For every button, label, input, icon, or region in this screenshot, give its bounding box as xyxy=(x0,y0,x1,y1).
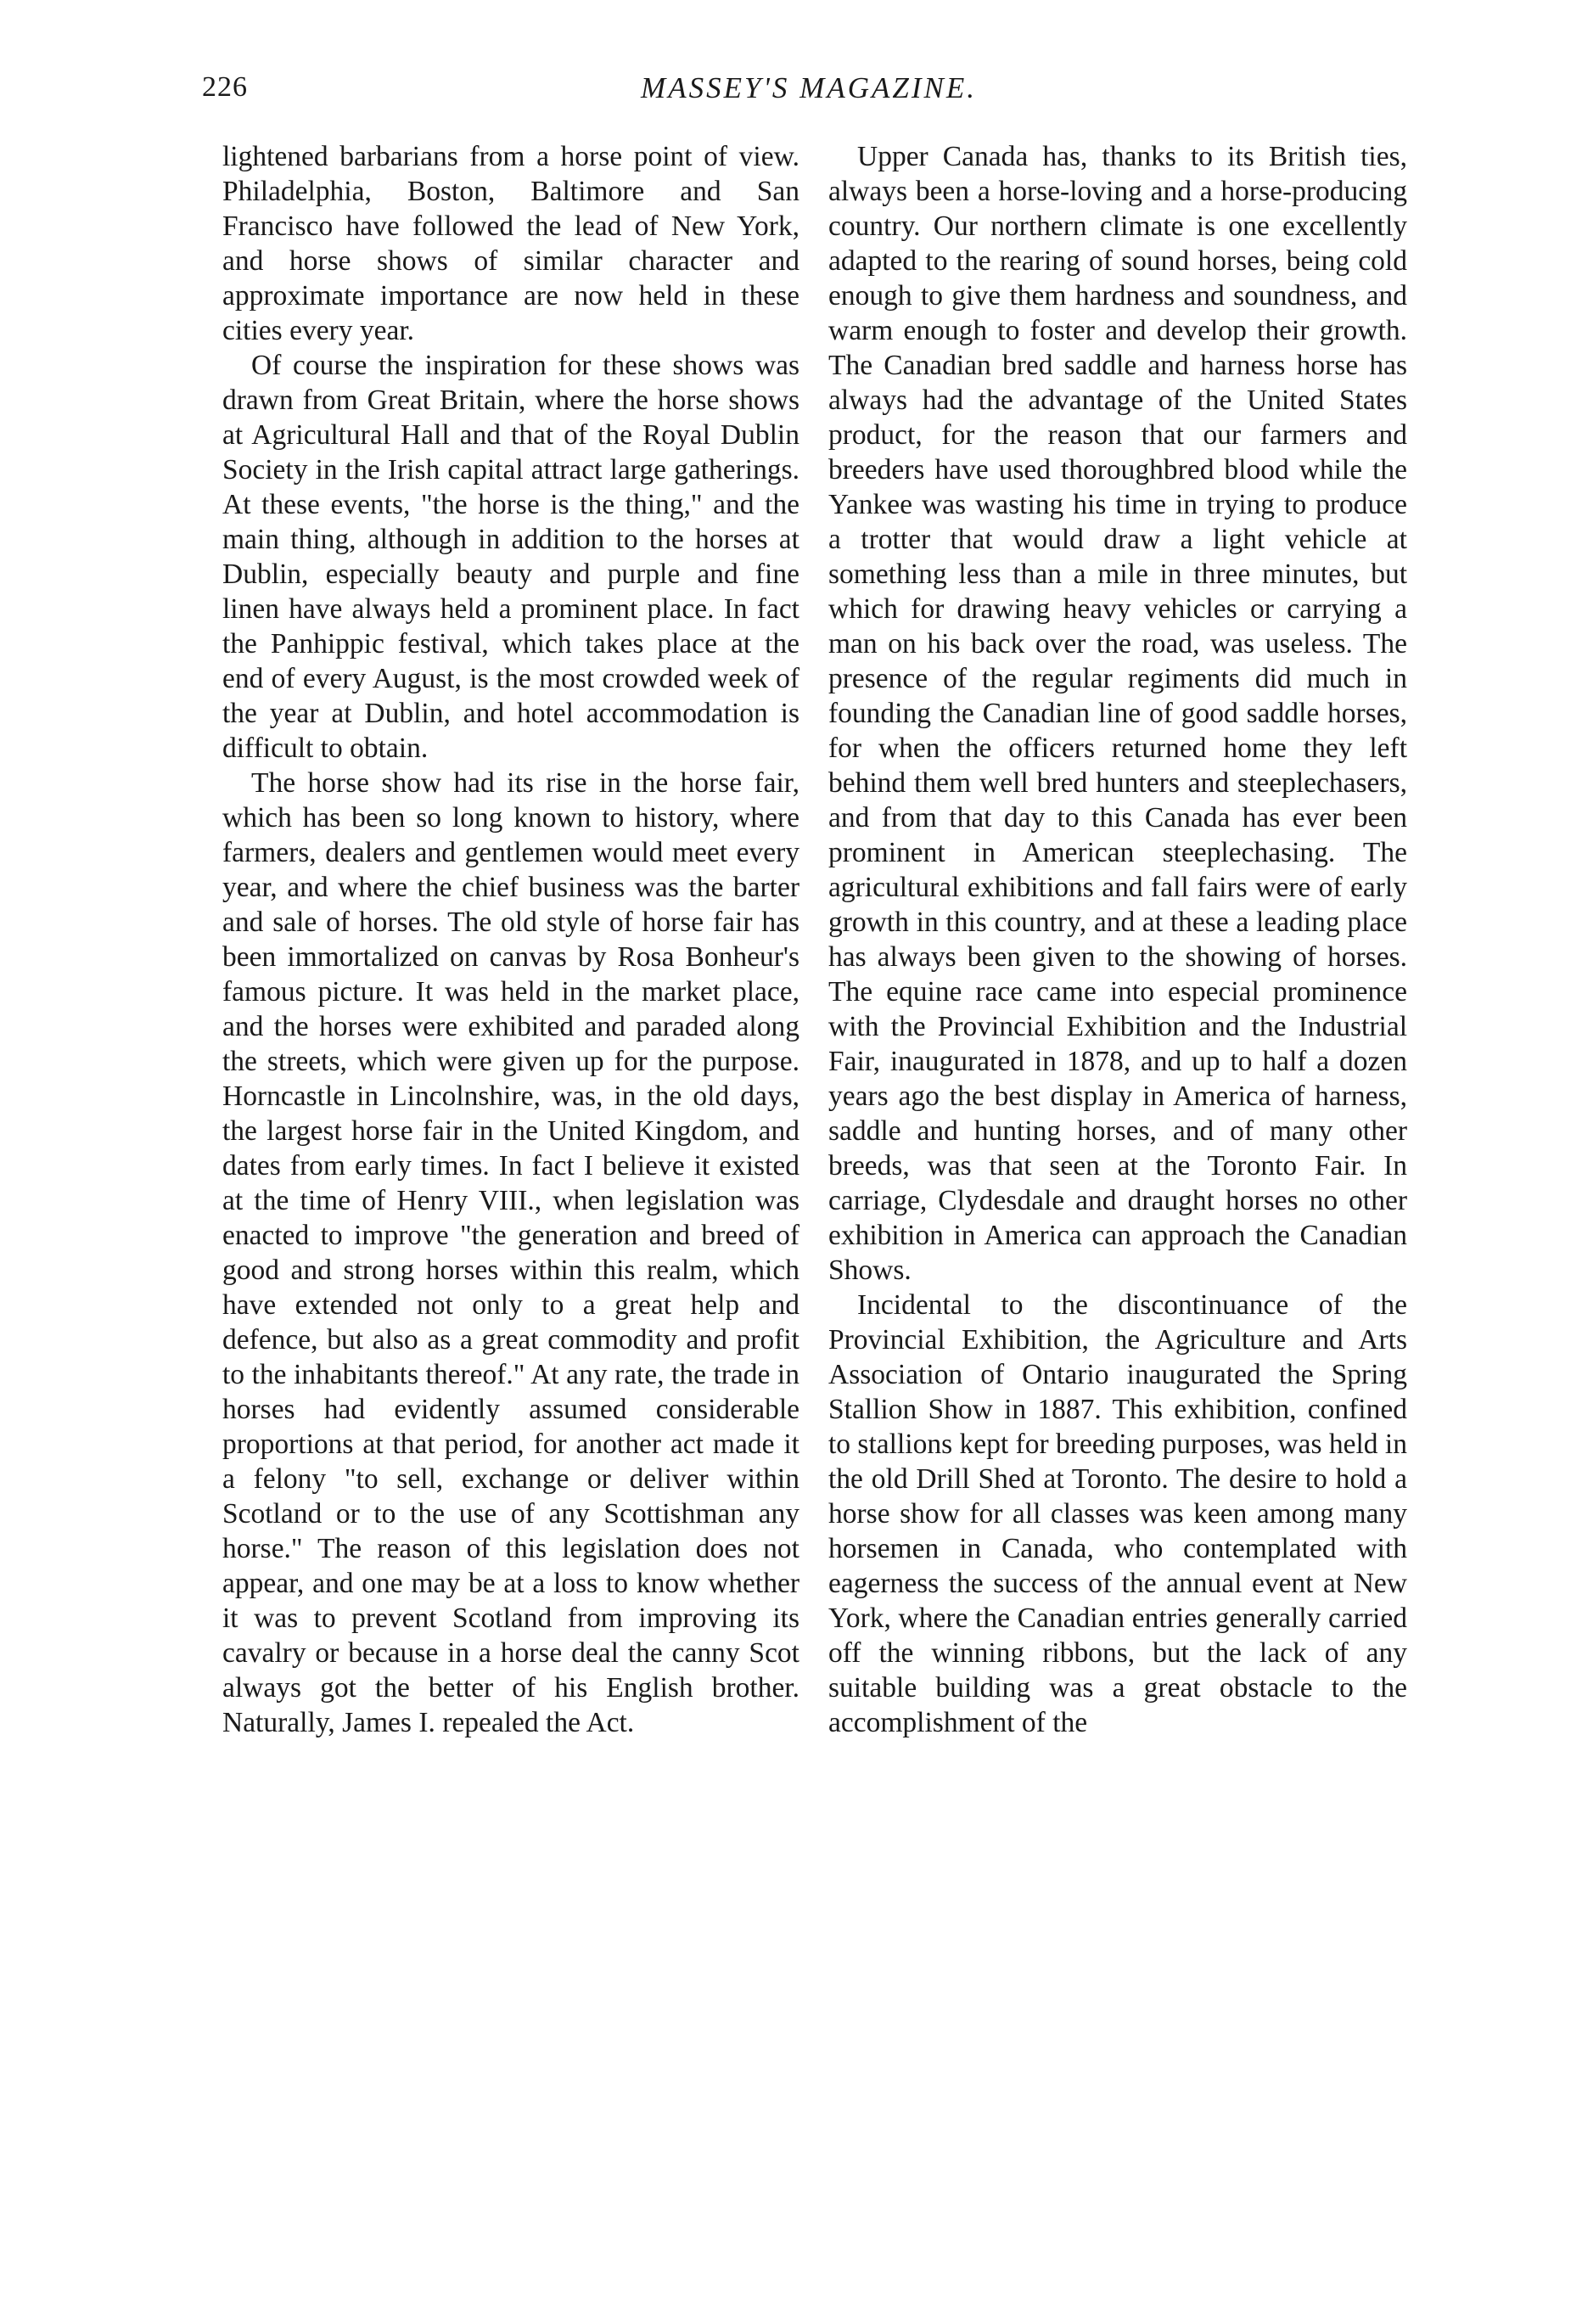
running-title: MASSEY'S MAGAZINE. xyxy=(641,71,977,104)
right-column xyxy=(828,139,1407,1740)
page-number: 226 xyxy=(202,71,248,103)
paragraph: Incidental to the discontinuance of the Provincial Exhibition, the Agriculture and Arts Association of Ontario inaugurated the Spring Stallion Show in 1887. This exhibition, confined to stallions kept for breeding purposes, was held in the old Drill Shed at Toronto. The desire to hold a horse show for all classes was keen among many horsemen in Canada, who contemplated with eagerness the success of the annual event at New York, where the Canadian entries generally carried off the winning ribbons, but the lack of any suitable building was a great obstacle to the accomplishment of the xyxy=(828,1289,1407,1738)
paragraph: lightened barbarians from a horse point of view. Philadelphia, Boston, Baltimore and San Francisco have followed the lead of New York, and horse shows of similar character and approximate importance are now held in these cities every year. xyxy=(222,141,799,346)
paragraph: Of course the inspiration for these shows was drawn from Great Britain, where the horse shows at Agricultural Hall and that of the Royal Dublin Society in the Irish capital attract large gatherings. At these events, "the horse is the thing," and the main thing, although in addition to the horses at Dublin, especially beauty and purple and fine linen have always held a prominent place. In fact the Panhippic festival, which takes place at the end of every August, is the most crowded week of the year at Dublin, and hotel accommodation is difficult to obtain. xyxy=(222,350,799,764)
page-header xyxy=(202,71,1416,122)
left-column xyxy=(222,139,799,1740)
paragraph: The horse show had its rise in the horse fair, which has been so long known to history, where farmers, dealers and gentlemen would meet every year, and where the chief business was the barter and sale of horses. The old style of horse fair has been immortalized on canvas by Rosa Bonheur's famous picture. It was held in the market place, and the horses were exhibited and paraded along the streets, which were given up for the purpose. Horncastle in Lincolnshire, was, in the old days, the largest horse fair in the United Kingdom, and dates from early times. In fact I believe it existed at the time of Henry VIII., when legislation was enacted to improve "the generation and breed of good and strong horses within this realm, which have extended not only to a great help and defence, but also as a great commodity and profit to the inhabitants thereof." At any rate, the trade in horses had evidently assumed considerable proportions at that period, for another act made it a felony "to sell, exchange or deliver within Scotland or to the use of any Scottishman any horse." The reason of this legislation does not appear, and one may be at a loss to know whether it was to prevent Scotland from improving its cavalry or because in a horse deal the canny Scot always got the better of his English brother. Naturally, James I. repealed the Act. xyxy=(222,767,799,1738)
paragraph: Upper Canada has, thanks to its British ties, always been a horse-loving and a horse-producing country. Our northern climate is one excellently adapted to the rearing of sound horses, being cold enough to give them hardness and soundness, and warm enough to foster and develop their growth. The Canadian bred saddle and harness horse has always had the advantage of the United States product, for the reason that our farmers and breeders have used thoroughbred blood while the Yankee was wasting his time in trying to produce a trotter that would draw a light vehicle at something less than a mile in three minutes, but which for drawing heavy vehicles or carrying a man on his back over the road, was useless. The presence of the regular regiments did much in founding the Canadian line of good saddle horses, for when the officers returned home they left behind them well bred hunters and steeplechasers, and from that day to this Canada has ever been prominent in American steeplechasing. The agricultural exhibitions and fall fairs were of early growth in this country, and at these a leading place has always been given to the showing of horses. The equine race came into especial prominence with the Provincial Exhibition and the Industrial Fair, inaugurated in 1878, and up to half a dozen years ago the best display in America of harness, saddle and hunting horses, and of many other breeds, was that seen at the Toronto Fair. In carriage, Clydesdale and draught horses no other exhibition in America can approach the Canadian Shows. xyxy=(828,141,1407,1286)
